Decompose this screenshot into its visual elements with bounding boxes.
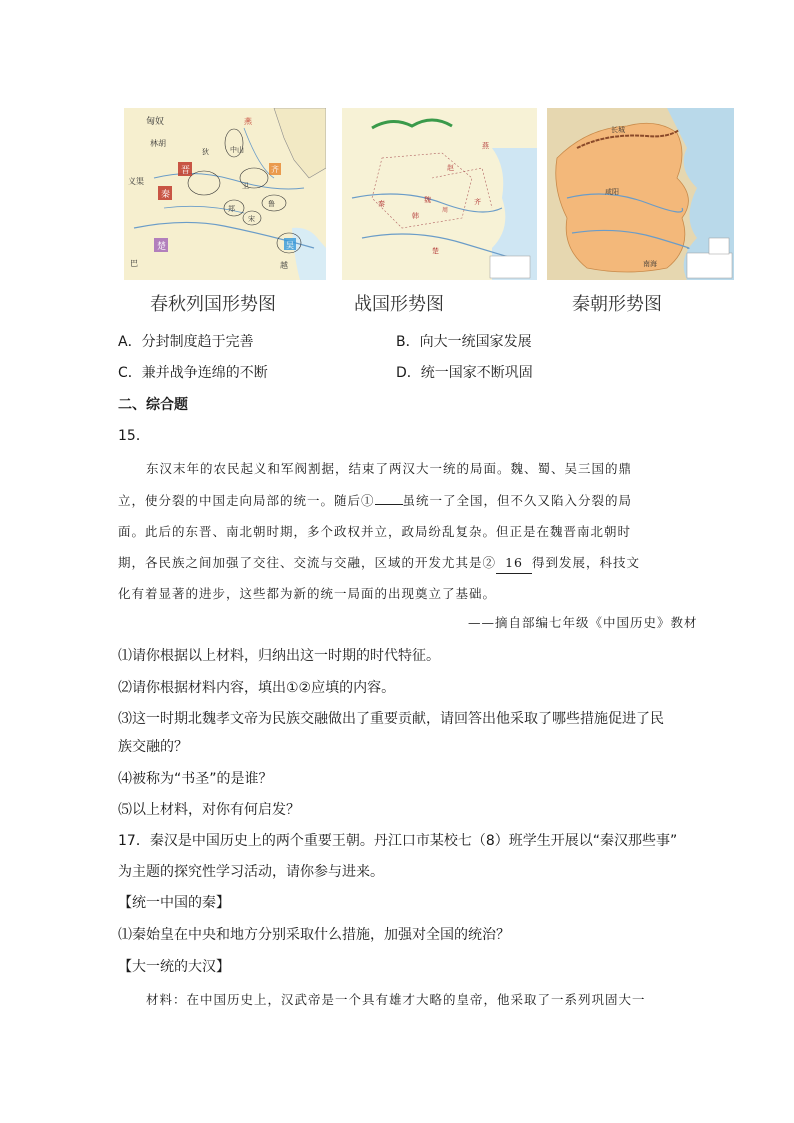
passage-source: ——摘自部编七年级《中国历史》教材 — [468, 615, 698, 630]
part-title: 【统一中国的秦】 — [118, 895, 230, 911]
map1-label: 匈奴 — [146, 117, 165, 127]
warring-states-map — [342, 108, 537, 280]
option-a[interactable]: A．分封制度趋于完善 — [118, 334, 254, 350]
option-c[interactable]: C．兼并战争连绵的不断 — [118, 365, 268, 381]
map1-label: 燕 — [244, 117, 252, 126]
map1-label: 狄 — [202, 148, 209, 156]
map2-label: 魏 — [424, 196, 431, 204]
map1-label: 林胡 — [150, 139, 166, 148]
map1-label: 吴 — [286, 241, 294, 250]
part-title: 【大一统的大汉】 — [118, 959, 230, 975]
map1-label: 中山 — [230, 146, 244, 154]
map2-label: 赵 — [447, 164, 454, 172]
map2-label: 楚 — [432, 247, 439, 255]
blank-1 — [375, 504, 403, 505]
map1-label: 鲁 — [268, 200, 275, 208]
blank-2: 16 — [496, 553, 532, 574]
passage-line: 面。此后的东晋、南北朝时期，多个政权并立，政局纷乱复杂。但正是在魏晋南北朝时 — [118, 524, 632, 539]
map1-label: 秦 — [161, 190, 171, 200]
question-17-intro: 17．秦汉是中国历史上的两个重要王朝。丹江口市某校七（8）班学生开展以“秦汉那些事” — [118, 833, 678, 849]
map1-label: 宋 — [248, 215, 255, 223]
map1-label: 卫 — [242, 182, 249, 190]
option-b[interactable]: B．向大一统国家发展 — [396, 334, 532, 350]
passage-line: 立，使分裂的中国走向局部的统一。随后① 虽统一了全国，但不久又陷入分裂的局 — [118, 493, 633, 508]
map1-label: 越 — [280, 261, 288, 270]
qin-dynasty-map — [547, 108, 734, 280]
map3-label: 咸阳 — [605, 188, 619, 196]
map1-label: 晋 — [181, 166, 191, 176]
sub-question: ⑷被称为“书圣”的是谁？ — [118, 771, 273, 787]
sub-question: ⑴请你根据以上材料，归纳出这一时期的时代特征。 — [118, 648, 440, 664]
passage-line: 东汉末年的农民起义和军阀割据，结束了两汉大一统的局面。魏、蜀、吴三国的鼎 — [146, 461, 633, 476]
sub-question: ⑸以上材料，对你有何启发？ — [118, 802, 300, 818]
map2-label: 周 — [442, 207, 449, 214]
map2-label: 秦 — [378, 200, 385, 208]
map-caption: 秦朝形势图 — [572, 294, 662, 315]
sub-question: ⑴秦始皇在中央和地方分别采取什么措施，加强对全国的统治？ — [118, 927, 510, 943]
passage-line: 化有着显著的进步，这些都为新的统一局面的出现奠立了基础。 — [118, 586, 497, 601]
map2-label: 齐 — [474, 198, 481, 206]
map3-label: 长城 — [611, 126, 625, 134]
question-17-intro: 为主题的探究性学习活动，请你参与进来。 — [118, 864, 384, 880]
map1-label: 郑 — [228, 205, 235, 213]
option-d[interactable]: D．统一国家不断巩固 — [396, 365, 533, 381]
sub-question: ⑵请你根据材料内容，填出①②应填的内容。 — [118, 680, 396, 696]
map-caption: 战国形势图 — [354, 294, 444, 315]
spring-autumn-map — [124, 108, 326, 280]
sub-question: 族交融的？ — [118, 739, 188, 755]
question-15-number: 15． — [118, 428, 150, 444]
map-caption: 春秋列国形势图 — [150, 294, 276, 315]
map2-label: 燕 — [482, 142, 489, 150]
sub-question: ⑶这一时期北魏孝文帝为民族交融做出了重要贡献，请回答出他采取了哪些措施促进了民 — [118, 711, 664, 727]
material-line: 材料：在中国历史上，汉武帝是一个具有雄才大略的皇帝，他采取了一系列巩固大一 — [146, 992, 646, 1007]
map1-label: 巴 — [130, 259, 138, 268]
passage-line: 期，各民族之间加强了交往、交流与交融，区域的开发尤其是② 16 得到发展，科技文 — [118, 553, 640, 574]
section-title: 二、综合题 — [118, 397, 188, 413]
map2-label: 韩 — [412, 212, 419, 220]
map1-label: 义渠 — [128, 177, 144, 186]
map1-label: 楚 — [157, 242, 167, 252]
map3-label: 南海 — [643, 260, 657, 268]
map1-label: 齐 — [271, 165, 279, 174]
